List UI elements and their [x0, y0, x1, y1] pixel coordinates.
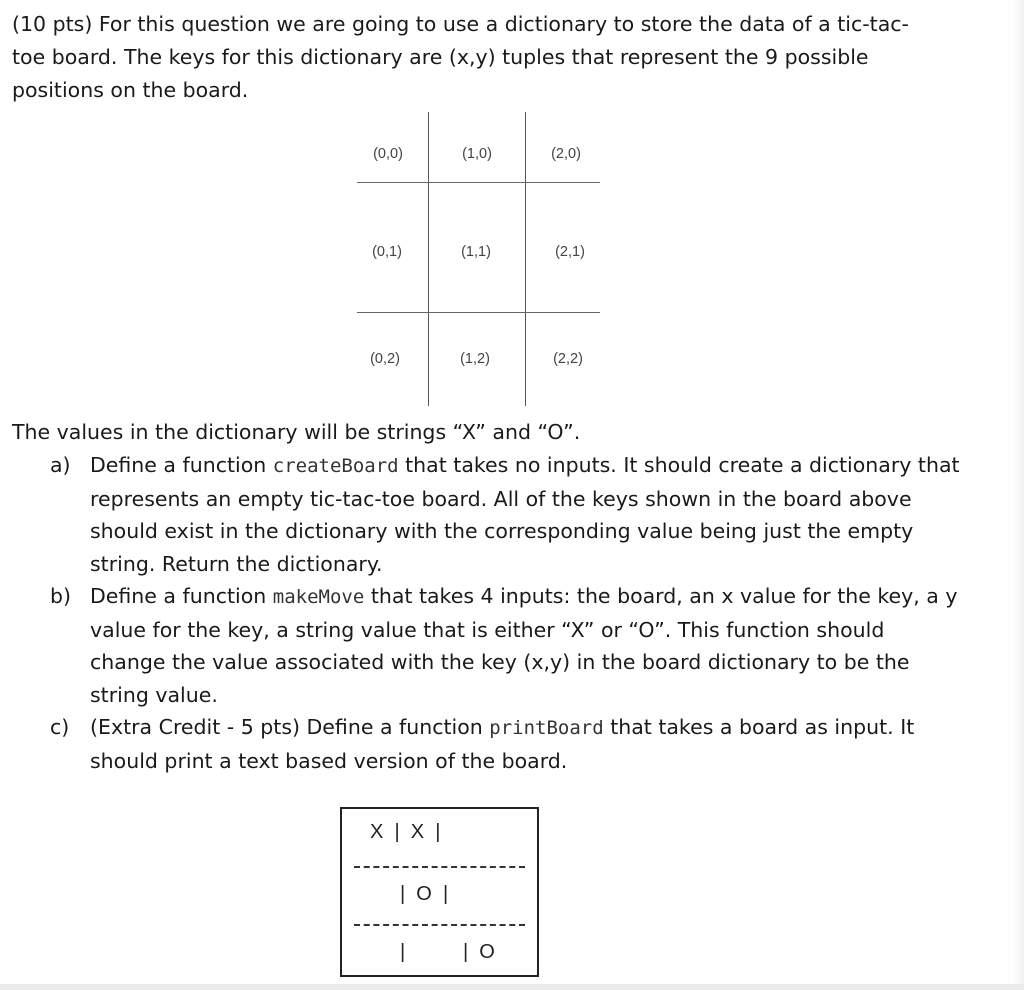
board-row-1: X | X | [370, 821, 441, 843]
page-edge-shadow [1012, 0, 1024, 990]
board-row-3-right: | O [463, 941, 495, 963]
grid-cell-0-2: (0,2) [370, 351, 400, 367]
question-part-c [0, 711, 960, 777]
grid-cell-0-1: (0,1) [372, 244, 402, 260]
board-row-3-left: | [400, 941, 406, 963]
function-name-makeMove: makeMove [272, 586, 365, 608]
function-name-createBoard: createBoard [272, 455, 399, 477]
part-text-before: (Extra Credit - 5 pts) Define a function [90, 715, 490, 739]
board-row-2: | O | [400, 883, 449, 905]
question-part-a [0, 449, 960, 580]
part-text-before: Define a function [90, 453, 273, 477]
question-part-b [0, 580, 960, 711]
grid-vertical-line-1 [428, 112, 429, 406]
part-letter: c) [50, 715, 70, 739]
grid-vertical-line-2 [525, 112, 526, 406]
question-parts [0, 449, 960, 777]
values-statement: The values in the dictionary will be strings “X” and “O”. [12, 420, 581, 444]
grid-cell-2-0: (2,0) [551, 146, 581, 162]
grid-cell-1-2: (1,2) [460, 351, 490, 367]
board-divider-1 [354, 866, 525, 868]
part-text-after: that takes no inputs. It should create a dictionary that represents an empty tic-tac-toe board. All of the keys shown in the board above should exist in the dictionary with the corresponding value being just the empty string. Return the dictionary. [90, 453, 960, 576]
grid-cell-2-1: (2,1) [555, 244, 585, 260]
question-intro: (10 pts) For this question we are going to use a dictionary to store the data of a tic-tac-toe board. The keys for this dictionary are (x,y) tuples that represent the 9 possible positions on the board. [12, 12, 909, 102]
function-name-printBoard: printBoard [489, 717, 604, 739]
page-bottom-strip [0, 984, 1024, 990]
board-divider-2 [354, 924, 525, 926]
part-letter: b) [50, 584, 72, 608]
part-text-after: that takes 4 inputs: the board, an x value for the key, a y value for the key, a string value that is either “X” or “O”. This function should change the value associated with the key (x,y) in the board dictionary to be the string value. [90, 584, 958, 707]
part-text-after: that takes a board as input. It should print a text based version of the board. [90, 715, 915, 773]
grid-cell-1-1: (1,1) [461, 244, 491, 260]
part-text-before: Define a function [90, 584, 273, 608]
part-letter: a) [50, 453, 71, 477]
grid-cell-1-0: (1,0) [462, 146, 492, 162]
grid-horizontal-line-1 [357, 182, 600, 183]
grid-cell-0-0: (0,0) [373, 146, 403, 162]
example-board-output [340, 807, 539, 977]
grid-horizontal-line-2 [357, 312, 600, 313]
grid-cell-2-2: (2,2) [553, 351, 583, 367]
